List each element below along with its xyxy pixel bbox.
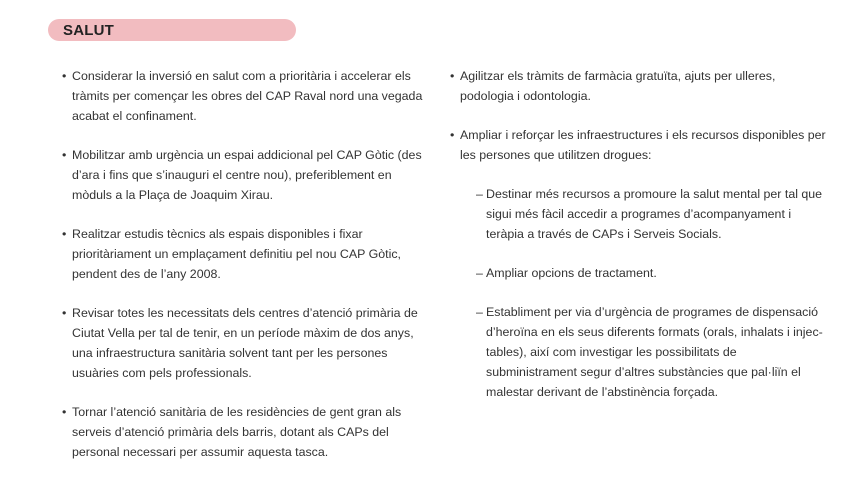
- sub-list-item-text: Establiment per via d’urgència de programes de dispensació d’heroïna en els seus diferents formats (orals, inhalats i injec-tables), així com investigar les possibilitats de subministrament segur d’altres substàncies que pal·liïn el malestar derivant de l’abstinència forçada.: [486, 305, 823, 399]
- list-item-text: Realitzar estudis tècnics als espais disponibles i fixar prioritàriament un emplaçament definitiu pel nou CAP Gòtic, pendent des de l’any 2008.: [72, 227, 401, 281]
- list-item-text: Ampliar i reforçar les infraestructures i els recursos disponibles per les persones que utilitzen drogues:: [460, 128, 826, 162]
- list-item: [450, 125, 830, 402]
- dash-marker: –: [476, 266, 483, 280]
- bullet-marker: •: [450, 128, 455, 142]
- sub-list-item-text: Destinar més recursos a promoure la salut mental per tal que sigui més fàcil accedir a programes d’acompanyament i teràpia a través de CAPs i Serveis Socials.: [486, 187, 823, 241]
- list-item-text: Mobilitzar amb urgència un espai addicional pel CAP Gòtic (des d’ara i fins que s’inauguri el centre nou), preferiblement en mòduls a la Plaça de Joaquim Xirau.: [72, 148, 422, 202]
- bullet-marker: •: [62, 227, 67, 241]
- bullet-marker: •: [62, 306, 67, 320]
- bullet-marker: •: [62, 69, 67, 83]
- section-header: [48, 19, 296, 41]
- list-item-text: Tornar l’atenció sanitària de les residències de gent gran als serveis d’atenció primària dels barris, dotant als CAPs del personal necessari per assumir aquesta tasca.: [72, 405, 402, 459]
- sub-list-item-text: Ampliar opcions de tractament.: [486, 266, 657, 280]
- left-column: [62, 66, 434, 462]
- dash-marker: –: [476, 187, 483, 201]
- right-column: [450, 66, 830, 414]
- list-item: [62, 224, 434, 284]
- bullet-marker: •: [450, 69, 455, 83]
- sub-list-item: [476, 263, 830, 283]
- bullet-marker: •: [62, 148, 67, 162]
- list-item: [62, 66, 434, 126]
- section-title: SALUT: [63, 21, 114, 39]
- list-item-text: Revisar totes les necessitats dels centres d’atenció primària de Ciutat Vella per tal de tenir, en un període màxim de dos anys, una infraestructura sanitària solvent tant per les persones usuàries com pels professionals.: [72, 306, 418, 380]
- list-item: [62, 303, 434, 383]
- list-item-text: Agilitzar els tràmits de farmàcia gratuïta, ajuts per ulleres, podologia i odontologia.: [460, 69, 776, 103]
- list-item: [62, 402, 434, 462]
- list-item: [450, 66, 830, 106]
- dash-marker: –: [476, 305, 483, 319]
- list-item-text: Considerar la inversió en salut com a prioritària i accelerar els tràmits per començar les obres del CAP Raval nord una vegada acabat el confinament.: [72, 69, 423, 123]
- bullet-marker: •: [62, 405, 67, 419]
- sub-list-item: [476, 302, 830, 402]
- list-item: [62, 145, 434, 205]
- sub-list-item: [476, 184, 830, 244]
